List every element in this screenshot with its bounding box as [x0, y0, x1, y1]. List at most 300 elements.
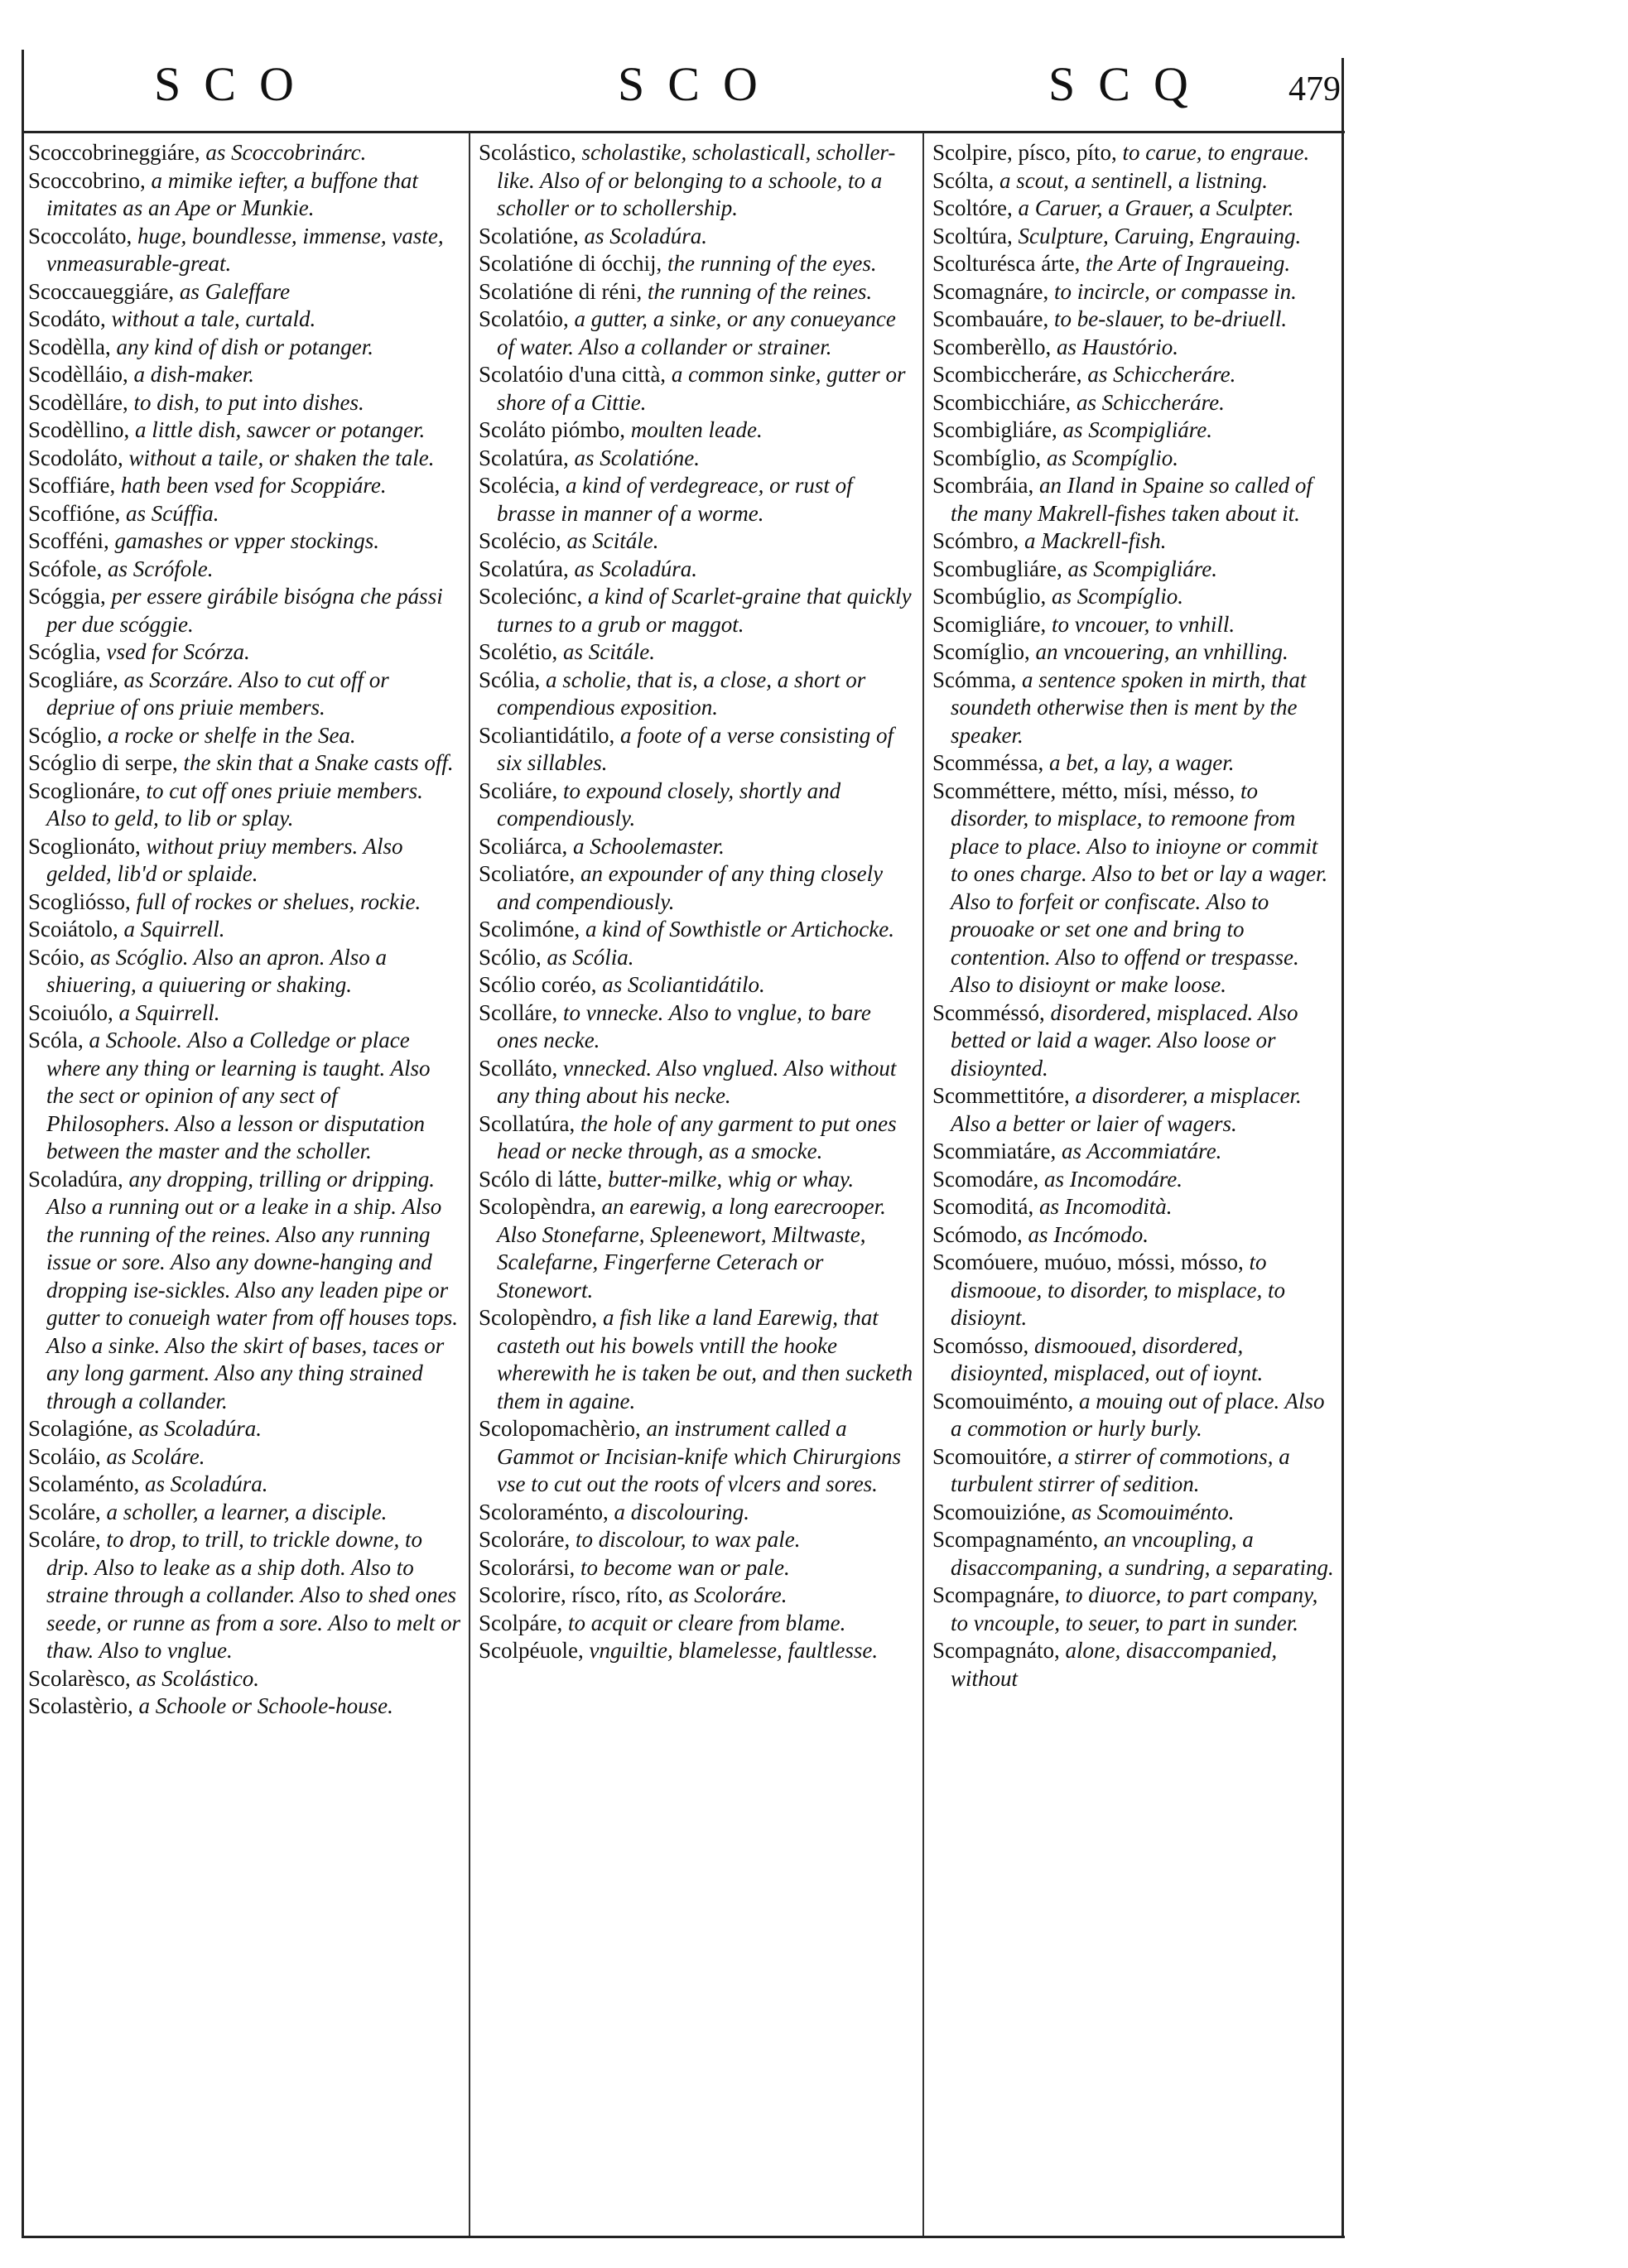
entry-headword: Scolatóio, [479, 306, 569, 331]
entry-definition: as Scoloráre. [662, 1582, 788, 1607]
entry-definition: as Scoláre. [100, 1443, 205, 1469]
dictionary-entry [932, 445, 1337, 473]
dictionary-entry [28, 1027, 460, 1166]
entry-headword: Scomméssa, [932, 750, 1044, 775]
entry-headword: Scombiccheráre, [932, 362, 1082, 387]
entry-headword: Scoccobrineggiáre, [28, 140, 200, 165]
entry-headword: Scolastèrio, [28, 1693, 133, 1718]
entry-definition: without a taile, or shaken the tale. [123, 445, 435, 470]
entry-definition: scholastike, scholasticall, scholler-like. Also of or belonging to a schoole, to a scholler or to schollership. [497, 140, 896, 220]
entry-definition: to be-slauer, to be-driuell. [1048, 306, 1288, 331]
entry-headword: Scólia, [479, 667, 541, 692]
entry-definition: a scholler, a learner, a disciple. [100, 1499, 388, 1524]
header-guide-word-center: SCO [618, 57, 781, 111]
entry-headword: Scolimóne, [479, 917, 580, 941]
entry-definition: a little dish, sawcer or potanger. [129, 417, 426, 442]
entry-definition: as Scúffia. [120, 500, 219, 526]
entry-definition: an vncouering, an vnhilling. [1029, 639, 1288, 664]
entry-headword: Scolatióne di ócchij, [479, 251, 662, 276]
entry-definition: to drop, to trill, to trickle downe, to drip. Also to leake as a ship doth. Also to straine through a collander. Also to shed ones seede, or runne as from a sore. Also to melt or thaw. Also to vnglue. [46, 1527, 460, 1663]
dictionary-entry [479, 1526, 914, 1554]
entry-headword: Scolatióne di réni, [479, 278, 643, 304]
entry-headword: Scompagnáre, [932, 1582, 1060, 1607]
entry-definition: a Caruer, a Grauer, a Sculpter. [1012, 195, 1294, 220]
entry-definition: as Scoladúra. [578, 223, 707, 248]
entry-definition: huge, boundlesse, immense, vaste, vnmeasurable-great. [46, 223, 444, 276]
dictionary-entry [932, 1637, 1337, 1693]
entry-headword: Scoglionáto, [28, 833, 141, 859]
entry-headword: Scolaménto, [28, 1471, 140, 1496]
entry-headword: Scólio, [479, 944, 542, 970]
entry-definition: as Scitále. [557, 639, 655, 664]
dictionary-entry [932, 527, 1337, 556]
dictionary-entry [28, 944, 460, 999]
entry-definition: a common sinke, gutter or shore of a Cittie. [497, 362, 906, 415]
entry-definition: a Schoole. Also a Colledge or place where any thing or learning is taught. Also the sect or opinion of any sect of Philosophers. Also a lesson or disputation between the master and the scholler. [46, 1028, 431, 1163]
dictionary-entry [479, 667, 914, 722]
entry-definition: gamashes or vpper stockings. [108, 528, 379, 553]
entry-headword: Scombugliáre, [932, 556, 1062, 581]
entry-headword: Scolatúra, [479, 445, 569, 470]
entry-headword: Scolturésca árte, [932, 251, 1081, 276]
entry-definition: as Schiccheráre. [1071, 389, 1225, 415]
column-right [932, 139, 1337, 2234]
entry-headword: Scoglionáre, [28, 778, 141, 803]
entry-headword: Scogliósso, [28, 888, 131, 914]
dictionary-entry [28, 472, 460, 500]
entry-definition: a kind of Scarlet-graine that quickly turnes to a grub or maggot. [497, 584, 912, 637]
dictionary-entry [479, 139, 914, 223]
entry-headword: Scolláto, [479, 1055, 558, 1081]
entry-definition: a kind of verdegreace, or rust of brasse in manner of a worme. [497, 473, 853, 526]
entry-headword: Scoltóre, [932, 195, 1013, 220]
entry-headword: Scomoditá, [932, 1194, 1034, 1219]
dictionary-entry [479, 1610, 914, 1638]
entry-definition: as Scoladúra. [568, 556, 697, 581]
dictionary-entry [479, 472, 914, 527]
dictionary-entry [28, 667, 460, 722]
entry-headword: Scomméttere, métto, mísi, mésso, [932, 778, 1235, 803]
entry-definition: a Squirrell. [118, 917, 225, 941]
entry-definition: an expounder of any thing closely and compendiously. [497, 861, 884, 914]
dictionary-entry [479, 1055, 914, 1110]
dictionary-entry [479, 1193, 914, 1304]
entry-definition: to diuorce, to part company, to vncouple, to seuer, to part in sunder. [951, 1582, 1318, 1635]
entry-definition: to vncouer, to vnhill. [1046, 611, 1235, 637]
running-header [22, 51, 1345, 131]
dictionary-entry [479, 1554, 914, 1582]
dictionary-entry [28, 722, 460, 750]
dictionary-entry [28, 361, 460, 389]
entry-headword: Scolécio, [479, 528, 561, 553]
entry-definition: a kind of Sowthistle or Artichocke. [580, 917, 894, 941]
entry-definition: the skin that a Snake casts off. [177, 750, 454, 775]
dictionary-entry [932, 139, 1337, 167]
dictionary-entry [28, 1415, 460, 1443]
dictionary-entry [932, 611, 1337, 639]
entry-headword: Scodèlláio, [28, 362, 128, 387]
entry-definition: as Scompíglio. [1041, 445, 1179, 470]
entry-definition: as Haustório. [1051, 334, 1178, 359]
entry-headword: Scombicchiáre, [932, 389, 1072, 415]
entry-headword: Scolétio, [479, 639, 558, 664]
dictionary-entry [932, 1138, 1337, 1166]
dictionary-entry [28, 778, 460, 833]
dictionary-entry [479, 445, 914, 473]
entry-definition: as Scrófole. [102, 556, 214, 581]
dictionary-entry [479, 1499, 914, 1527]
dictionary-entry [479, 944, 914, 972]
dictionary-entry [479, 223, 914, 251]
entry-definition: to acquit or cleare from blame. [562, 1610, 846, 1635]
entry-definition: as Scoladúra. [139, 1471, 268, 1496]
dictionary-entry [28, 1665, 460, 1693]
dictionary-entry [932, 999, 1337, 1083]
dictionary-entry [28, 583, 460, 638]
dictionary-entry [932, 334, 1337, 362]
entry-headword: Scomóuere, muóuo, móssi, mósso, [932, 1250, 1244, 1274]
dictionary-entry [28, 1443, 460, 1471]
dictionary-entry [28, 139, 460, 167]
dictionary-entry [479, 1637, 914, 1665]
entry-headword: Scolorársi, [479, 1554, 576, 1580]
entry-definition: as Incómodo. [1022, 1221, 1149, 1247]
dictionary-entry [932, 361, 1337, 389]
header-guide-word-right: SCQ [1048, 57, 1211, 111]
entry-definition: a Mackrell-fish. [1019, 528, 1167, 553]
dictionary-entry [28, 833, 460, 888]
entry-definition: to carue, to engraue. [1116, 140, 1310, 165]
entry-headword: Scómma, [932, 667, 1017, 692]
entry-definition: alone, disaccompanied, without [951, 1638, 1278, 1691]
entry-definition: as Scompigliáre. [1057, 417, 1212, 442]
entry-headword: Scóglia, [28, 639, 101, 664]
dictionary-entry [28, 638, 460, 667]
entry-headword: Scommiatáre, [932, 1139, 1057, 1163]
entry-definition: a Squirrell. [113, 999, 220, 1025]
entry-definition: as Scitále. [561, 528, 659, 553]
page-number: 479 [1288, 70, 1341, 108]
entry-headword: Scolláre, [479, 999, 558, 1025]
dictionary-entry [28, 1499, 460, 1527]
entry-headword: Scogliáre, [28, 667, 118, 692]
entry-headword: Scommettitóre, [932, 1083, 1070, 1108]
entry-definition: as Scoccobrinárc. [200, 140, 367, 165]
dictionary-entry [932, 389, 1337, 417]
dictionary-entry [479, 527, 914, 556]
entry-definition: as Scompíglio. [1046, 584, 1184, 609]
entry-headword: Scombráia, [932, 473, 1034, 498]
entry-headword: Scolpire, písco, píto, [932, 140, 1117, 165]
dictionary-entry [932, 749, 1337, 778]
entry-definition: a dish-maker. [128, 362, 254, 387]
dictionary-entry [28, 749, 460, 778]
dictionary-entry [479, 1415, 914, 1499]
entry-headword: Scoccoláto, [28, 223, 132, 248]
entry-definition: a fish like a land Earewig, that casteth out his bowels vntill the hooke wherewith he is taken be out, and then sucketh them in againe. [497, 1305, 913, 1413]
entry-headword: Scodoláto, [28, 445, 123, 470]
entry-definition: as Scoliantidátilo. [596, 972, 765, 997]
dictionary-entry [932, 1582, 1337, 1637]
dictionary-entry [28, 500, 460, 528]
dictionary-entry [932, 583, 1337, 611]
entry-definition: a foote of a verse consisting of six sillables. [497, 722, 893, 775]
entry-definition: butter-milke, whig or whay. [602, 1166, 855, 1192]
dictionary-entry [28, 278, 460, 306]
entry-headword: Scoladúra, [28, 1166, 123, 1192]
entry-definition: to disorder, to misplace, to remoone from place to place. Also to inioyne or commit to ones charge. Also to bet or lay a wager. Also to forfeit or confiscate. Also to prouoake or set one and bring to contention. Also to offend or trespasse. Also to disioynt or make loose. [951, 778, 1328, 997]
dictionary-entry [28, 1471, 460, 1499]
entry-headword: Scoiátolo, [28, 917, 118, 941]
entry-definition: per essere girábile bisógna che pássi per due scóggie. [46, 584, 443, 637]
entry-headword: Scodèlla, [28, 334, 111, 359]
left-border [22, 50, 24, 2236]
dictionary-entry [479, 1304, 914, 1415]
entry-definition: to dismooue, to disorder, to misplace, to disioynt. [951, 1250, 1285, 1330]
entry-definition: a stirrer of commotions, a turbulent stirrer of sedition. [951, 1443, 1290, 1496]
entry-headword: Scoliantidátilo, [479, 722, 615, 748]
entry-definition: full of rockes or shelues, rockie. [130, 888, 421, 914]
entry-definition: a rocke or shelfe in the Sea. [102, 722, 356, 748]
dictionary-entry [932, 1332, 1337, 1388]
dictionary-entry [932, 1166, 1337, 1194]
entry-definition: as Scompigliáre. [1062, 556, 1217, 581]
dictionary-entry [932, 1082, 1337, 1138]
entry-definition: the running of the reines. [642, 278, 873, 304]
dictionary-entry [479, 722, 914, 778]
dictionary-entry [932, 778, 1337, 999]
dictionary-entry [479, 999, 914, 1055]
entry-definition: the Arte of Ingraueing. [1080, 251, 1291, 276]
entry-headword: Scombigliáre, [932, 417, 1057, 442]
entry-definition: disordered, misplaced. Also betted or laid a wager. Also loose or disioynted. [951, 999, 1298, 1081]
entry-headword: Scolpáre, [479, 1610, 563, 1635]
dictionary-entry [479, 278, 914, 306]
dictionary-entry [479, 971, 914, 999]
column-divider [469, 132, 470, 2236]
entry-headword: Scólio coréo, [479, 972, 597, 997]
entry-definition: a gutter, a sinke, or any conueyance of water. Also a collander or strainer. [497, 306, 896, 359]
entry-headword: Scólta, [932, 167, 995, 193]
entry-headword: Scoliáre, [479, 778, 558, 803]
entry-headword: Scófole, [28, 556, 103, 581]
dictionary-entry [932, 1499, 1337, 1527]
entry-definition: vnnecked. Also vnglued. Also without any thing about his necke. [497, 1055, 897, 1108]
entry-headword: Scoffiáre, [28, 473, 116, 498]
dictionary-entry [28, 527, 460, 556]
entry-definition: any dropping, trilling or dripping. Also a running out or a leake in a ship. Also the running of the reines. Also any running issue or sore. Also any downe-hanging and dropping ise-sickles. Also any leaden pipe or gutter to conueigh water from off houses tops. Also a sinke. Also the skirt of bases, taces or any long garment. Also any thing strained through a collander. [46, 1166, 458, 1413]
dictionary-entry [932, 1526, 1337, 1582]
dictionary-entry [28, 389, 460, 417]
entry-definition: the hole of any garment to put ones head or necke through, as a smocke. [497, 1110, 897, 1163]
entry-definition: to vnnecke. Also to vnglue, to bare ones necke. [497, 999, 871, 1052]
entry-headword: Scóla, [28, 1028, 84, 1052]
entry-headword: Scoccobrino, [28, 167, 146, 193]
entry-definition: as Scolatióne. [568, 445, 700, 470]
entry-definition: any kind of dish or potanger. [110, 334, 373, 359]
entry-headword: Scomigliáre, [932, 611, 1047, 637]
dictionary-entry [28, 916, 460, 944]
dictionary-entry [28, 417, 460, 445]
dictionary-entry [932, 556, 1337, 584]
dictionary-entry [479, 556, 914, 584]
dictionary-entry [479, 638, 914, 667]
entry-headword: Scomodáre, [932, 1166, 1039, 1192]
entry-headword: Scolatúra, [479, 556, 569, 581]
entry-headword: Scolécia, [479, 473, 561, 498]
entry-headword: Scoliárca, [479, 833, 568, 859]
entry-definition: to become wan or pale. [575, 1554, 790, 1580]
entry-headword: Scoccaueggiáre, [28, 278, 175, 304]
entry-headword: Scoffióne, [28, 500, 121, 526]
entry-headword: Scodáto, [28, 306, 106, 331]
entry-headword: Scomagnáre, [932, 278, 1049, 304]
entry-definition: a sentence spoken in mirth, that soundeth otherwise then is ment by the speaker. [951, 667, 1307, 748]
entry-definition: as Scóglio. Also an apron. Also a shiuering, a quiuering or shaking. [46, 944, 388, 997]
entry-headword: Scolpéuole, [479, 1638, 584, 1663]
entry-headword: Scoliatóre, [479, 861, 576, 886]
entry-headword: Scollatúra, [479, 1110, 576, 1136]
entry-headword: Scodèlláre, [28, 389, 128, 415]
entry-headword: Scómbro, [932, 528, 1019, 553]
dictionary-entry [479, 361, 914, 417]
dictionary-entry [479, 1582, 914, 1610]
dictionary-entry [479, 306, 914, 361]
entry-definition: a Schoole or Schoole-house. [132, 1693, 393, 1718]
entry-definition: a Schoolemaster. [567, 833, 725, 859]
entry-definition: as Galeffare [174, 278, 291, 304]
entry-definition: as Scomouiménto. [1066, 1499, 1235, 1524]
entry-headword: Scoleciónc, [479, 584, 583, 609]
dictionary-entry [479, 1166, 914, 1194]
entry-headword: Scombíglio, [932, 445, 1042, 470]
entry-definition: dismooued, disordered, disioynted, misplaced, out of ioynt. [951, 1332, 1264, 1385]
entry-headword: Scoloráre, [479, 1527, 571, 1552]
dictionary-entry [932, 306, 1337, 334]
entry-headword: Scolástico, [479, 140, 576, 165]
entry-definition: vnguiltie, blamelesse, faultlesse. [583, 1638, 879, 1663]
entry-definition: Sculpture, Caruing, Engrauing. [1012, 223, 1302, 248]
dictionary-entry [479, 833, 914, 861]
entry-definition: a scholie, that is, a close, a short or compendious exposition. [497, 667, 866, 720]
dictionary-entry [932, 250, 1337, 278]
entry-headword: Scomouizióne, [932, 1499, 1067, 1524]
entry-headword: Scómodo, [932, 1221, 1023, 1247]
entry-definition: as Incomodità. [1033, 1194, 1173, 1219]
entry-headword: Scoloraménto, [479, 1499, 609, 1524]
dictionary-entry [932, 472, 1337, 527]
entry-headword: Scoláre, [28, 1527, 101, 1552]
dictionary-entry [479, 583, 914, 638]
dictionary-entry [479, 916, 914, 944]
dictionary-entry [479, 778, 914, 833]
header-guide-word-left: SCO [154, 57, 317, 111]
entry-headword: Scolagióne, [28, 1416, 133, 1441]
right-border [1341, 58, 1344, 2236]
dictionary-entry [28, 306, 460, 334]
entry-headword: Scóglio, [28, 722, 103, 748]
dictionary-entry [28, 999, 460, 1028]
entry-headword: Scolorire, rísco, ríto, [479, 1582, 663, 1607]
entry-definition: moulten leade. [625, 417, 763, 442]
column-middle [479, 139, 914, 2234]
column-left [28, 139, 460, 2234]
dictionary-entry [932, 1193, 1337, 1221]
entry-definition: to expound closely, shortly and compendiously. [497, 778, 841, 831]
entry-headword: Scolarèsco, [28, 1665, 131, 1691]
entry-definition: to discolour, to wax pale. [570, 1527, 801, 1552]
entry-definition: a discolouring. [608, 1499, 749, 1524]
entry-definition: as Incomodáre. [1038, 1166, 1182, 1192]
entry-definition: a disorderer, a misplacer. Also a better or laier of wagers. [951, 1083, 1302, 1136]
column-divider [922, 132, 924, 2236]
entry-definition: an earewig, a long earecrooper. Also Stonefarne, Spleenewort, Miltwaste, Scalefarne, Fingerferne Ceterach or Stonewort. [497, 1194, 886, 1303]
dictionary-entry [28, 1526, 460, 1665]
entry-headword: Scodèllino, [28, 417, 130, 442]
entry-headword: Scoláio, [28, 1443, 101, 1469]
dictionary-entry [28, 556, 460, 584]
dictionary-entry [28, 888, 460, 917]
entry-headword: Scomméssó, [932, 999, 1045, 1025]
dictionary-entry [932, 1443, 1337, 1499]
entry-headword: Scoláre, [28, 1499, 101, 1524]
dictionary-entry [28, 223, 460, 278]
entry-headword: Scomberèllo, [932, 334, 1052, 359]
entry-definition: a scout, a sentinell, a listning. [994, 167, 1268, 193]
entry-definition: without priuy members. Also gelded, lib'd or splaide. [46, 833, 403, 886]
dictionary-entry [28, 445, 460, 473]
dictionary-entry [932, 667, 1337, 750]
entry-definition: as Scorzáre. Also to cut off or depriue of ons priuie members. [46, 667, 389, 720]
entry-headword: Scomósso, [932, 1332, 1029, 1358]
entry-headword: Scoláto piómbo, [479, 417, 625, 442]
dictionary-entry [932, 638, 1337, 667]
entry-headword: Scombauáre, [932, 306, 1049, 331]
dictionary-entry [479, 417, 914, 445]
entry-definition: as Accommiatáre. [1056, 1139, 1222, 1163]
entry-definition: the running of the eyes. [662, 251, 877, 276]
entry-definition: a mouing out of place. Also a commotion or hurly burly. [951, 1388, 1325, 1441]
entry-headword: Scomouiménto, [932, 1388, 1074, 1413]
dictionary-entry [28, 167, 460, 223]
entry-definition: vsed for Scórza. [100, 639, 250, 664]
entry-headword: Scóggia, [28, 584, 106, 609]
entry-headword: Scompagnáto, [932, 1638, 1060, 1663]
entry-headword: Scoiuólo, [28, 999, 113, 1025]
dictionary-entry [479, 1110, 914, 1166]
entry-headword: Scolatóio d'una città, [479, 362, 667, 387]
entry-headword: Scoltúra, [932, 223, 1013, 248]
entry-headword: Scomíglio, [932, 639, 1030, 664]
entry-headword: Scomouitóre, [932, 1443, 1052, 1469]
dictionary-entry [932, 167, 1337, 195]
dictionary-entry [932, 195, 1337, 223]
entry-definition: an vncoupling, a disaccompaning, a sundring, a separating. [951, 1527, 1334, 1580]
dictionary-entry [932, 223, 1337, 251]
entry-headword: Scombúglio, [932, 584, 1047, 609]
entry-definition: a mimike iefter, a buffone that imitates as an Ape or Munkie. [46, 167, 418, 220]
entry-definition: hath been vsed for Scoppiáre. [115, 473, 387, 498]
entry-definition: as Scoladúra. [132, 1416, 262, 1441]
entry-definition: a bet, a lay, a wager. [1043, 750, 1235, 775]
dictionary-entry [479, 250, 914, 278]
dictionary-entry [28, 1166, 460, 1416]
header-rule [22, 131, 1345, 133]
entry-definition: an instrument called a Gammot or Incisian-knife which Chirurgions vse to cut out the roots of vlcers and sores. [497, 1416, 901, 1496]
entry-definition: to incircle, or compasse in. [1048, 278, 1297, 304]
entry-headword: Scolatióne, [479, 223, 579, 248]
entry-definition: as Schiccheráre. [1081, 362, 1236, 387]
